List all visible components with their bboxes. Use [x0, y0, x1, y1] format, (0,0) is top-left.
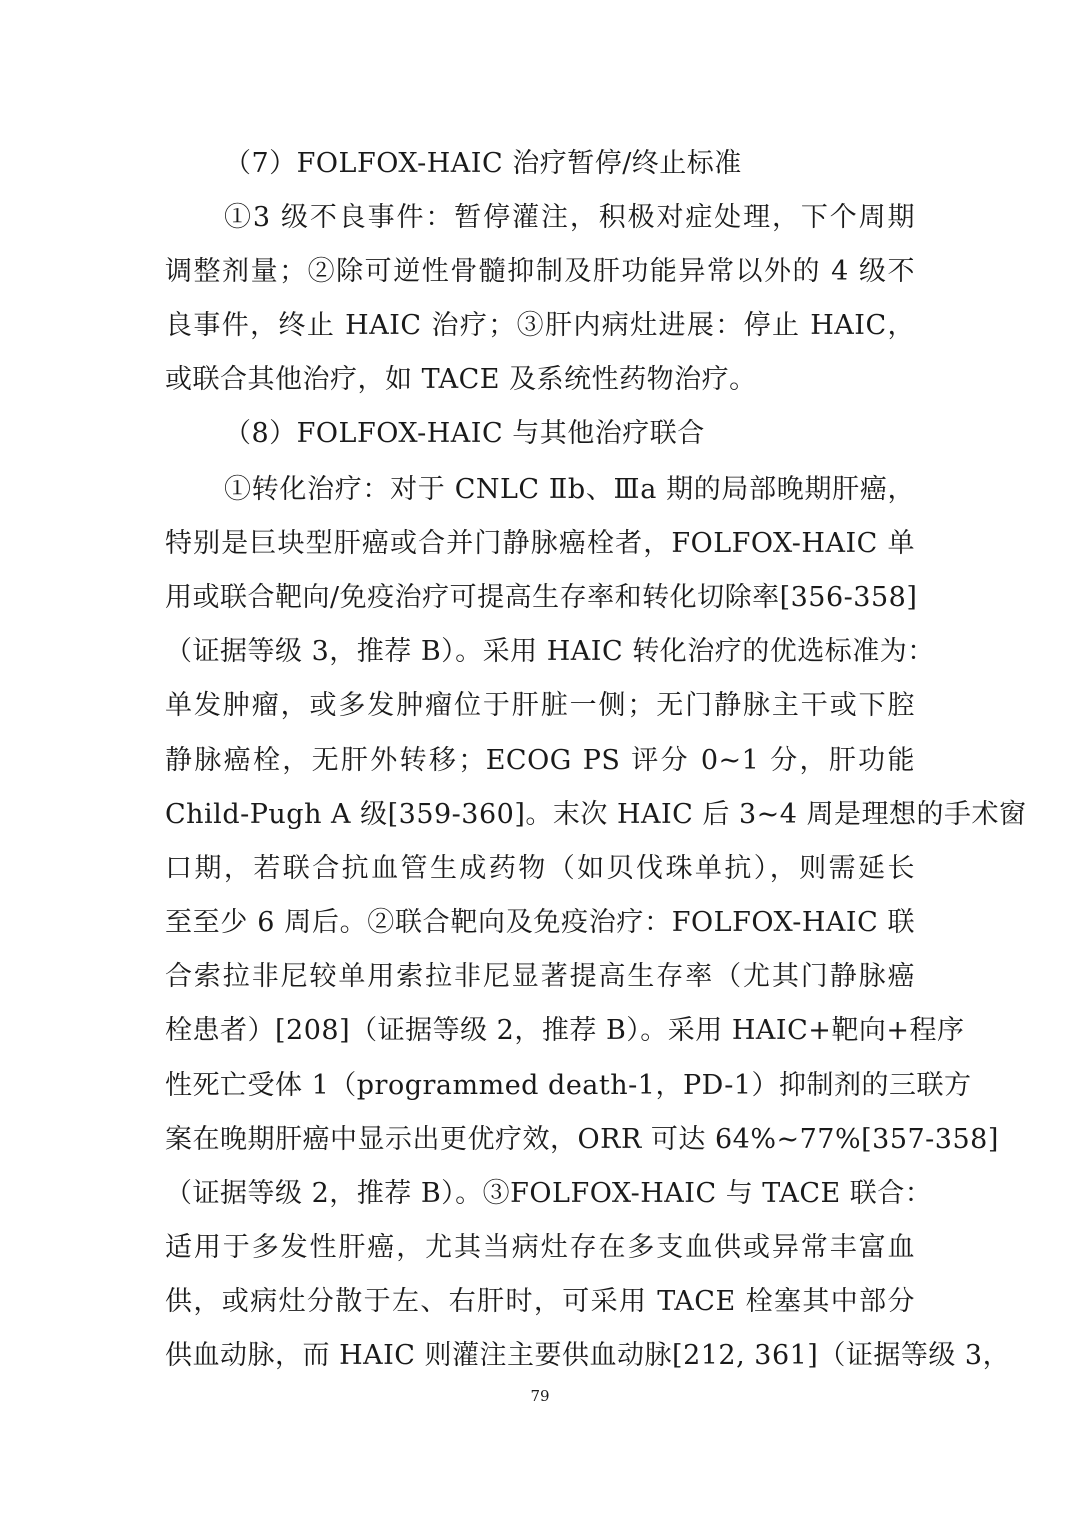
paragraph-line: 性死亡受体 1（programmed death-1，PD-1）抑制剂的三联方: [165, 1070, 972, 1101]
paragraph-line: 良事件，终止 HAIC 治疗；③肝内病灶进展：停止 HAIC，: [165, 310, 915, 341]
paragraph-line: 适用于多发性肝癌，尤其当病灶存在多支血供或异常丰富血: [165, 1232, 915, 1263]
paragraph-line: Child-Pugh A 级[359-360]。末次 HAIC 后 3~4 周是理想的手术窗: [165, 799, 1027, 830]
heading-8: （8）FOLFOX-HAIC 与其他治疗联合: [224, 418, 705, 449]
paragraph-line: 特别是巨块型肝癌或合并门静脉癌栓者，FOLFOX-HAIC 单: [165, 528, 915, 559]
paragraph-line: 案在晚期肝癌中显示出更优疗效，ORR 可达 64%~77%[357-358]: [165, 1124, 999, 1155]
paragraph-line: 用或联合靶向/免疫治疗可提高生存率和转化切除率[356-358]: [165, 582, 918, 613]
paragraph-line: 至至少 6 周后。②联合靶向及免疫治疗：FOLFOX-HAIC 联: [165, 907, 915, 938]
paragraph-line: 单发肿瘤，或多发肿瘤位于肝脏一侧；无门静脉主干或下腔: [165, 690, 915, 721]
paragraph-line: 供血动脉，而 HAIC 则灌注主要供血动脉[212, 361]（证据等级 3，: [165, 1340, 1011, 1371]
paragraph-line: 栓患者）[208]（证据等级 2，推荐 B）。采用 HAIC+靶向+程序: [165, 1015, 965, 1046]
paragraph-line: 静脉癌栓，无肝外转移；ECOG PS 评分 0~1 分，肝功能: [165, 745, 915, 776]
paragraph-line: 口期，若联合抗血管生成药物（如贝伐珠单抗），则需延长: [165, 853, 915, 884]
paragraph-line: 合索拉非尼较单用索拉非尼显著提高生存率（尤其门静脉癌: [165, 961, 915, 992]
paragraph-line: ①转化治疗：对于 CNLC Ⅱb、Ⅲa 期的局部晚期肝癌，: [224, 474, 915, 505]
paragraph-line: ①3 级不良事件：暂停灌注，积极对症处理，下个周期: [224, 202, 915, 233]
page-number: 79: [530, 1387, 550, 1405]
paragraph-line: （证据等级 3，推荐 B）。采用 HAIC 转化治疗的优选标准为：: [165, 636, 935, 667]
paragraph-line: （证据等级 2，推荐 B）。③FOLFOX-HAIC 与 TACE 联合：: [165, 1178, 933, 1209]
paragraph-line: 或联合其他治疗，如 TACE 及系统性药物治疗。: [165, 364, 757, 395]
paragraph-line: 供，或病灶分散于左、右肝时，可采用 TACE 栓塞其中部分: [165, 1286, 915, 1317]
heading-7: （7）FOLFOX-HAIC 治疗暂停/终止标准: [224, 148, 742, 179]
paragraph-line: 调整剂量；②除可逆性骨髓抑制及肝功能异常以外的 4 级不: [165, 256, 915, 287]
